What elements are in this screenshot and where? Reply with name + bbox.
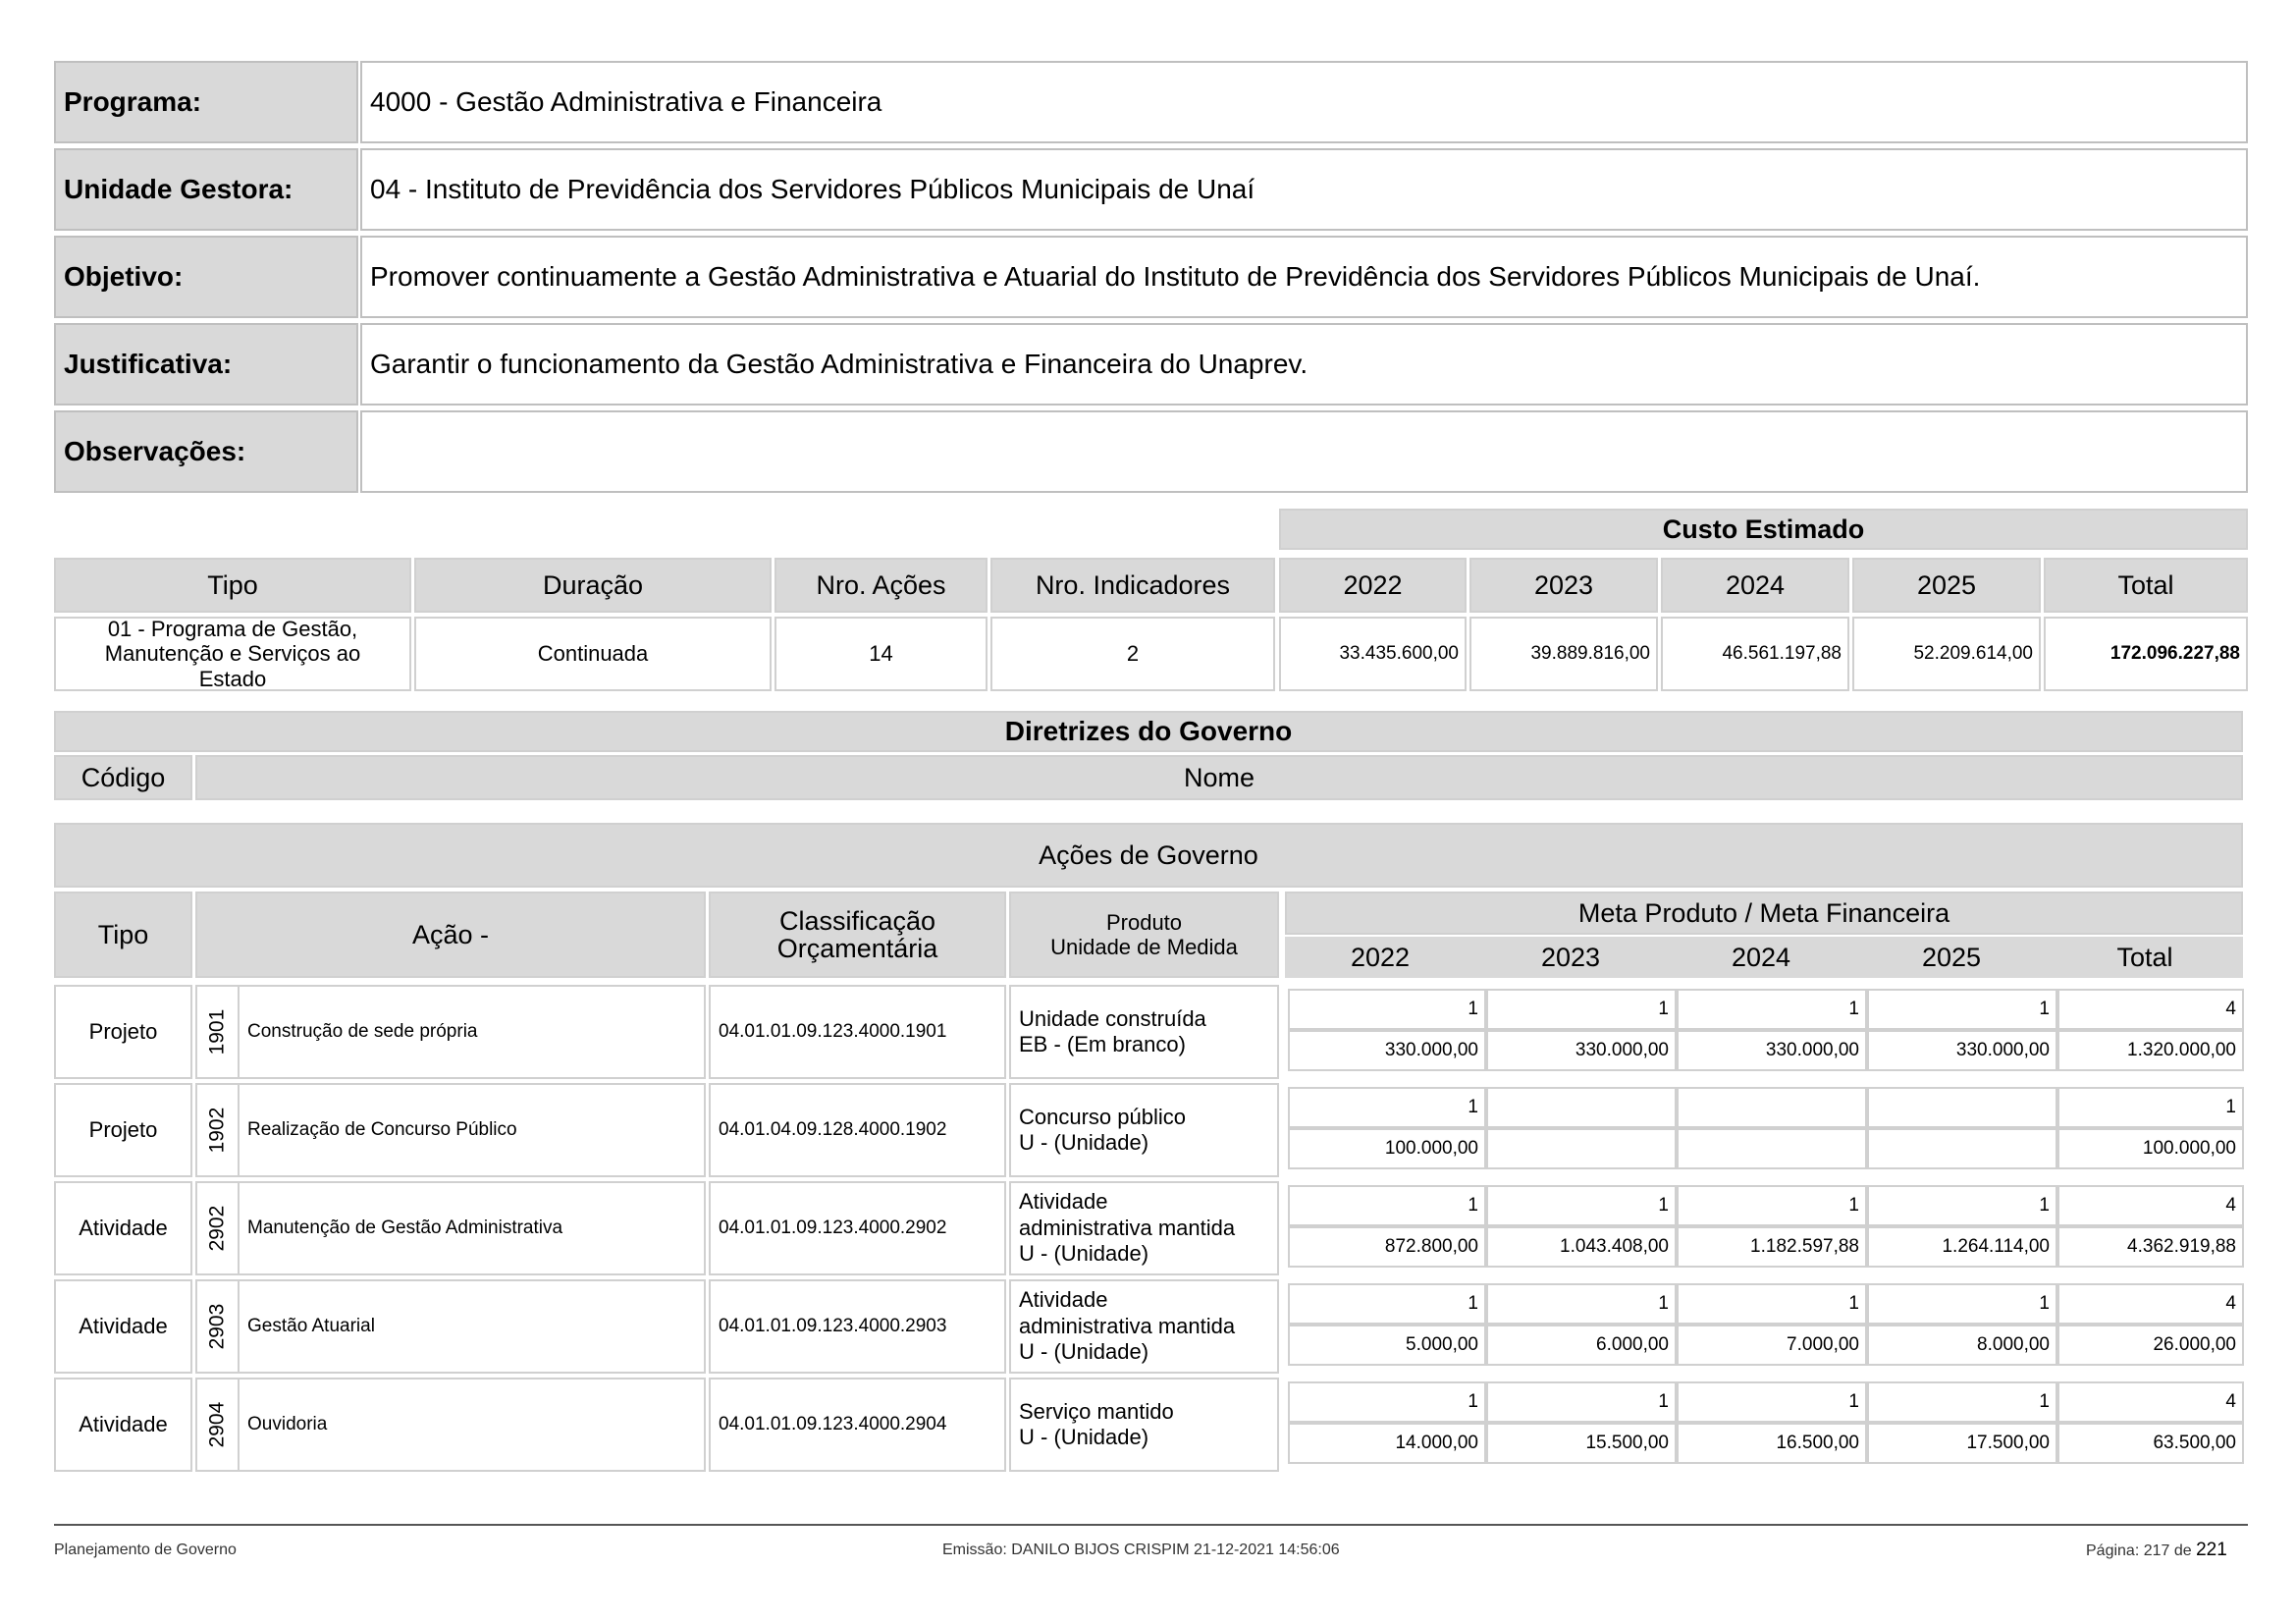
- acao-tipo: Atividade: [54, 1279, 192, 1374]
- unidade-value: 04 - Instituto de Previdência dos Servidores Públicos Municipais de Unaí: [360, 148, 2248, 231]
- acao-unidade-medida: U - (Unidade): [1019, 1339, 1149, 1365]
- meta-financeira-cell: 6.000,00: [1486, 1325, 1677, 1366]
- acao-nome: Manutenção de Gestão Administrativa: [240, 1181, 706, 1275]
- summary-col-duracao: Duração: [414, 558, 772, 613]
- acao-classificacao: 04.01.01.09.123.4000.2902: [709, 1181, 1006, 1275]
- meta-financeira-cell: 330.000,00: [1677, 1030, 1867, 1071]
- meta-produto-cell: 1: [1867, 1381, 2057, 1423]
- acao-produto-nome: Concurso público: [1019, 1104, 1186, 1129]
- acoes-col-classificacao-line2: Orçamentária: [776, 934, 938, 963]
- meta-financeira-cell: 17.500,00: [1867, 1423, 2057, 1464]
- meta-financeira-cell: 1.043.408,00: [1486, 1226, 1677, 1268]
- meta-produto-cell: 4: [2057, 1185, 2244, 1226]
- summary-col-2025: 2025: [1852, 558, 2041, 613]
- meta-produto-cell: 1: [1288, 1087, 1486, 1128]
- acao-codigo-text: 2903: [205, 1303, 229, 1350]
- summary-col-total: Total: [2044, 558, 2248, 613]
- objetivo-value: Promover continuamente a Gestão Administrativa e Atuarial do Instituto de Previdência dos Servidores Públicos Municipais de Unaí.: [360, 236, 2248, 318]
- meta-produto-cell: 1: [1486, 1185, 1677, 1226]
- summary-col-2022: 2022: [1279, 558, 1467, 613]
- footer-page: [2086, 1540, 2227, 1561]
- meta-financeira-cell: 100.000,00: [1288, 1128, 1486, 1169]
- meta-produto-cell: 1: [1867, 1185, 2057, 1226]
- summary-col-2024: 2024: [1661, 558, 1849, 613]
- summary-2024: 46.561.197,88: [1661, 617, 1849, 691]
- acao-unidade-medida: U - (Unidade): [1019, 1241, 1149, 1267]
- meta-produto-cell: 1: [1288, 1283, 1486, 1325]
- summary-col-2023: 2023: [1469, 558, 1658, 613]
- meta-financeira-cell: 872.800,00: [1288, 1226, 1486, 1268]
- acoes-col-tipo: Tipo: [54, 892, 192, 978]
- acoes-col-meta: Meta Produto / Meta Financeira: [1285, 892, 2243, 935]
- acao-tipo: Atividade: [54, 1181, 192, 1275]
- meta-financeira-cell: 1.320.000,00: [2057, 1030, 2244, 1071]
- meta-financeira-cell: 14.000,00: [1288, 1423, 1486, 1464]
- acao-nome: Construção de sede própria: [240, 985, 706, 1079]
- acao-classificacao: 04.01.01.09.123.4000.2904: [709, 1378, 1006, 1472]
- acoes-col-acao: Ação -: [195, 892, 706, 978]
- summary-col-nro-indicadores: Nro. Indicadores: [990, 558, 1275, 613]
- summary-2023: 39.889.816,00: [1469, 617, 1658, 691]
- meta-financeira-cell: 1.182.597,88: [1677, 1226, 1867, 1268]
- meta-produto-cell: 1: [1867, 989, 2057, 1030]
- meta-produto-cell: 4: [2057, 1283, 2244, 1325]
- acoes-col-produto: [1009, 892, 1279, 978]
- meta-produto-cell: 1: [1677, 1381, 1867, 1423]
- meta-produto-cell: [1867, 1087, 2057, 1128]
- acao-codigo: [195, 1378, 240, 1472]
- acao-classificacao: 04.01.01.09.123.4000.2903: [709, 1279, 1006, 1374]
- acoes-col-produto-line1: Produto: [1105, 909, 1183, 935]
- acao-produto: [1009, 985, 1279, 1079]
- acao-unidade-medida: EB - (Em branco): [1019, 1032, 1186, 1056]
- custo-estimado-header: Custo Estimado: [1279, 509, 2248, 550]
- meta-financeira-cell: 100.000,00: [2057, 1128, 2244, 1169]
- meta-financeira-cell: 26.000,00: [2057, 1325, 2244, 1366]
- acao-codigo-text: 2904: [205, 1401, 229, 1448]
- acao-classificacao: 04.01.04.09.128.4000.1902: [709, 1083, 1006, 1177]
- meta-financeira-cell: 7.000,00: [1677, 1325, 1867, 1366]
- meta-produto-cell: 1: [1677, 989, 1867, 1030]
- meta-produto-cell: 1: [1677, 1283, 1867, 1325]
- acoes-col-classificacao: [709, 892, 1006, 978]
- acoes-col-total: Total: [2047, 937, 2243, 978]
- acoes-col-2022: 2022: [1285, 937, 1475, 978]
- meta-produto-cell: 4: [2057, 989, 2244, 1030]
- diretrizes-col-nome: Nome: [195, 755, 2243, 800]
- acao-produto-nome-cont: administrativa mantida: [1019, 1215, 1236, 1240]
- unidade-label: Unidade Gestora:: [54, 148, 358, 231]
- meta-financeira-cell: 5.000,00: [1288, 1325, 1486, 1366]
- meta-financeira-cell: [1677, 1128, 1867, 1169]
- meta-financeira-cell: 4.362.919,88: [2057, 1226, 2244, 1268]
- acao-codigo: [195, 1279, 240, 1374]
- acao-unidade-medida: U - (Unidade): [1019, 1130, 1149, 1155]
- acao-codigo: [195, 985, 240, 1079]
- acoes-col-produto-line2: Unidade de Medida: [1050, 935, 1238, 959]
- acao-produto: [1009, 1378, 1279, 1472]
- meta-produto-cell: 4: [2057, 1381, 2244, 1423]
- acao-produto: [1009, 1083, 1279, 1177]
- meta-financeira-cell: 330.000,00: [1867, 1030, 2057, 1071]
- meta-produto-cell: [1677, 1087, 1867, 1128]
- acoes-col-classificacao-line1: Classificação: [778, 905, 936, 936]
- acoes-col-2024: 2024: [1666, 937, 1856, 978]
- meta-financeira-cell: [1867, 1128, 2057, 1169]
- acao-codigo-text: 2902: [205, 1205, 229, 1252]
- footer-left: Planejamento de Governo: [54, 1542, 237, 1558]
- summary-duracao: Continuada: [414, 617, 772, 691]
- summary-col-tipo: Tipo: [54, 558, 411, 613]
- acao-nome: Gestão Atuarial: [240, 1279, 706, 1374]
- acao-unidade-medida: U - (Unidade): [1019, 1425, 1149, 1449]
- acao-tipo: Atividade: [54, 1378, 192, 1472]
- footer-emissao: Emissão: DANILO BIJOS CRISPIM 21-12-2021 14:56:06: [942, 1542, 1340, 1558]
- meta-financeira-cell: 63.500,00: [2057, 1423, 2244, 1464]
- summary-tipo: 01 - Programa de Gestão, Manutenção e Serviços ao Estado: [54, 617, 411, 691]
- summary-nro-indicadores: 2: [990, 617, 1275, 691]
- acao-codigo: [195, 1083, 240, 1177]
- acao-classificacao: 04.01.01.09.123.4000.1901: [709, 985, 1006, 1079]
- summary-2025: 52.209.614,00: [1852, 617, 2041, 691]
- summary-2022: 33.435.600,00: [1279, 617, 1467, 691]
- acao-produto: [1009, 1279, 1279, 1374]
- footer-divider: [54, 1524, 2248, 1526]
- meta-produto-cell: 1: [1288, 1185, 1486, 1226]
- justificativa-label: Justificativa:: [54, 323, 358, 406]
- acoes-col-2023: 2023: [1475, 937, 1666, 978]
- meta-produto-cell: 1: [1288, 989, 1486, 1030]
- meta-financeira-cell: 1.264.114,00: [1867, 1226, 2057, 1268]
- acao-produto-nome: Atividade: [1019, 1189, 1108, 1215]
- meta-produto-cell: 1: [1486, 1381, 1677, 1423]
- objetivo-label: Objetivo:: [54, 236, 358, 318]
- acao-produto-nome: Atividade: [1019, 1287, 1108, 1313]
- acao-produto-nome-cont: administrativa mantida: [1019, 1313, 1236, 1338]
- acao-produto: [1009, 1181, 1279, 1275]
- summary-col-nro-acoes: Nro. Ações: [774, 558, 988, 613]
- acoes-col-2025: 2025: [1856, 937, 2047, 978]
- diretrizes-col-codigo: Código: [54, 755, 192, 800]
- programa-label: Programa:: [54, 61, 358, 143]
- meta-produto-cell: 1: [1867, 1283, 2057, 1325]
- acao-codigo-text: 1901: [205, 1008, 229, 1055]
- observacoes-value: [360, 410, 2248, 493]
- observacoes-label: Observações:: [54, 410, 358, 493]
- footer-page-total: 221: [2196, 1540, 2227, 1560]
- footer-page-label: Página: 217 de: [2086, 1542, 2192, 1559]
- acao-produto-nome: Unidade construída: [1019, 1005, 1206, 1031]
- meta-produto-cell: 1: [1288, 1381, 1486, 1423]
- meta-produto-cell: 1: [1486, 989, 1677, 1030]
- meta-financeira-cell: 330.000,00: [1486, 1030, 1677, 1071]
- programa-value: 4000 - Gestão Administrativa e Financeira: [360, 61, 2248, 143]
- meta-produto-cell: 1: [1486, 1283, 1677, 1325]
- acao-produto-nome: Serviço mantido: [1019, 1398, 1174, 1424]
- meta-produto-cell: 1: [2057, 1087, 2244, 1128]
- acao-nome: Ouvidoria: [240, 1378, 706, 1472]
- meta-financeira-cell: 16.500,00: [1677, 1423, 1867, 1464]
- acao-codigo: [195, 1181, 240, 1275]
- summary-total: 172.096.227,88: [2044, 617, 2248, 691]
- meta-produto-cell: 1: [1677, 1185, 1867, 1226]
- acoes-title: Ações de Governo: [54, 823, 2243, 888]
- diretrizes-title: Diretrizes do Governo: [54, 711, 2243, 752]
- meta-financeira-cell: 330.000,00: [1288, 1030, 1486, 1071]
- meta-financeira-cell: 8.000,00: [1867, 1325, 2057, 1366]
- justificativa-value: Garantir o funcionamento da Gestão Administrativa e Financeira do Unaprev.: [360, 323, 2248, 406]
- summary-nro-acoes: 14: [774, 617, 988, 691]
- acao-codigo-text: 1902: [205, 1107, 229, 1154]
- meta-financeira-cell: [1486, 1128, 1677, 1169]
- acao-tipo: Projeto: [54, 1083, 192, 1177]
- acao-tipo: Projeto: [54, 985, 192, 1079]
- meta-produto-cell: [1486, 1087, 1677, 1128]
- acao-nome: Realização de Concurso Público: [240, 1083, 706, 1177]
- meta-financeira-cell: 15.500,00: [1486, 1423, 1677, 1464]
